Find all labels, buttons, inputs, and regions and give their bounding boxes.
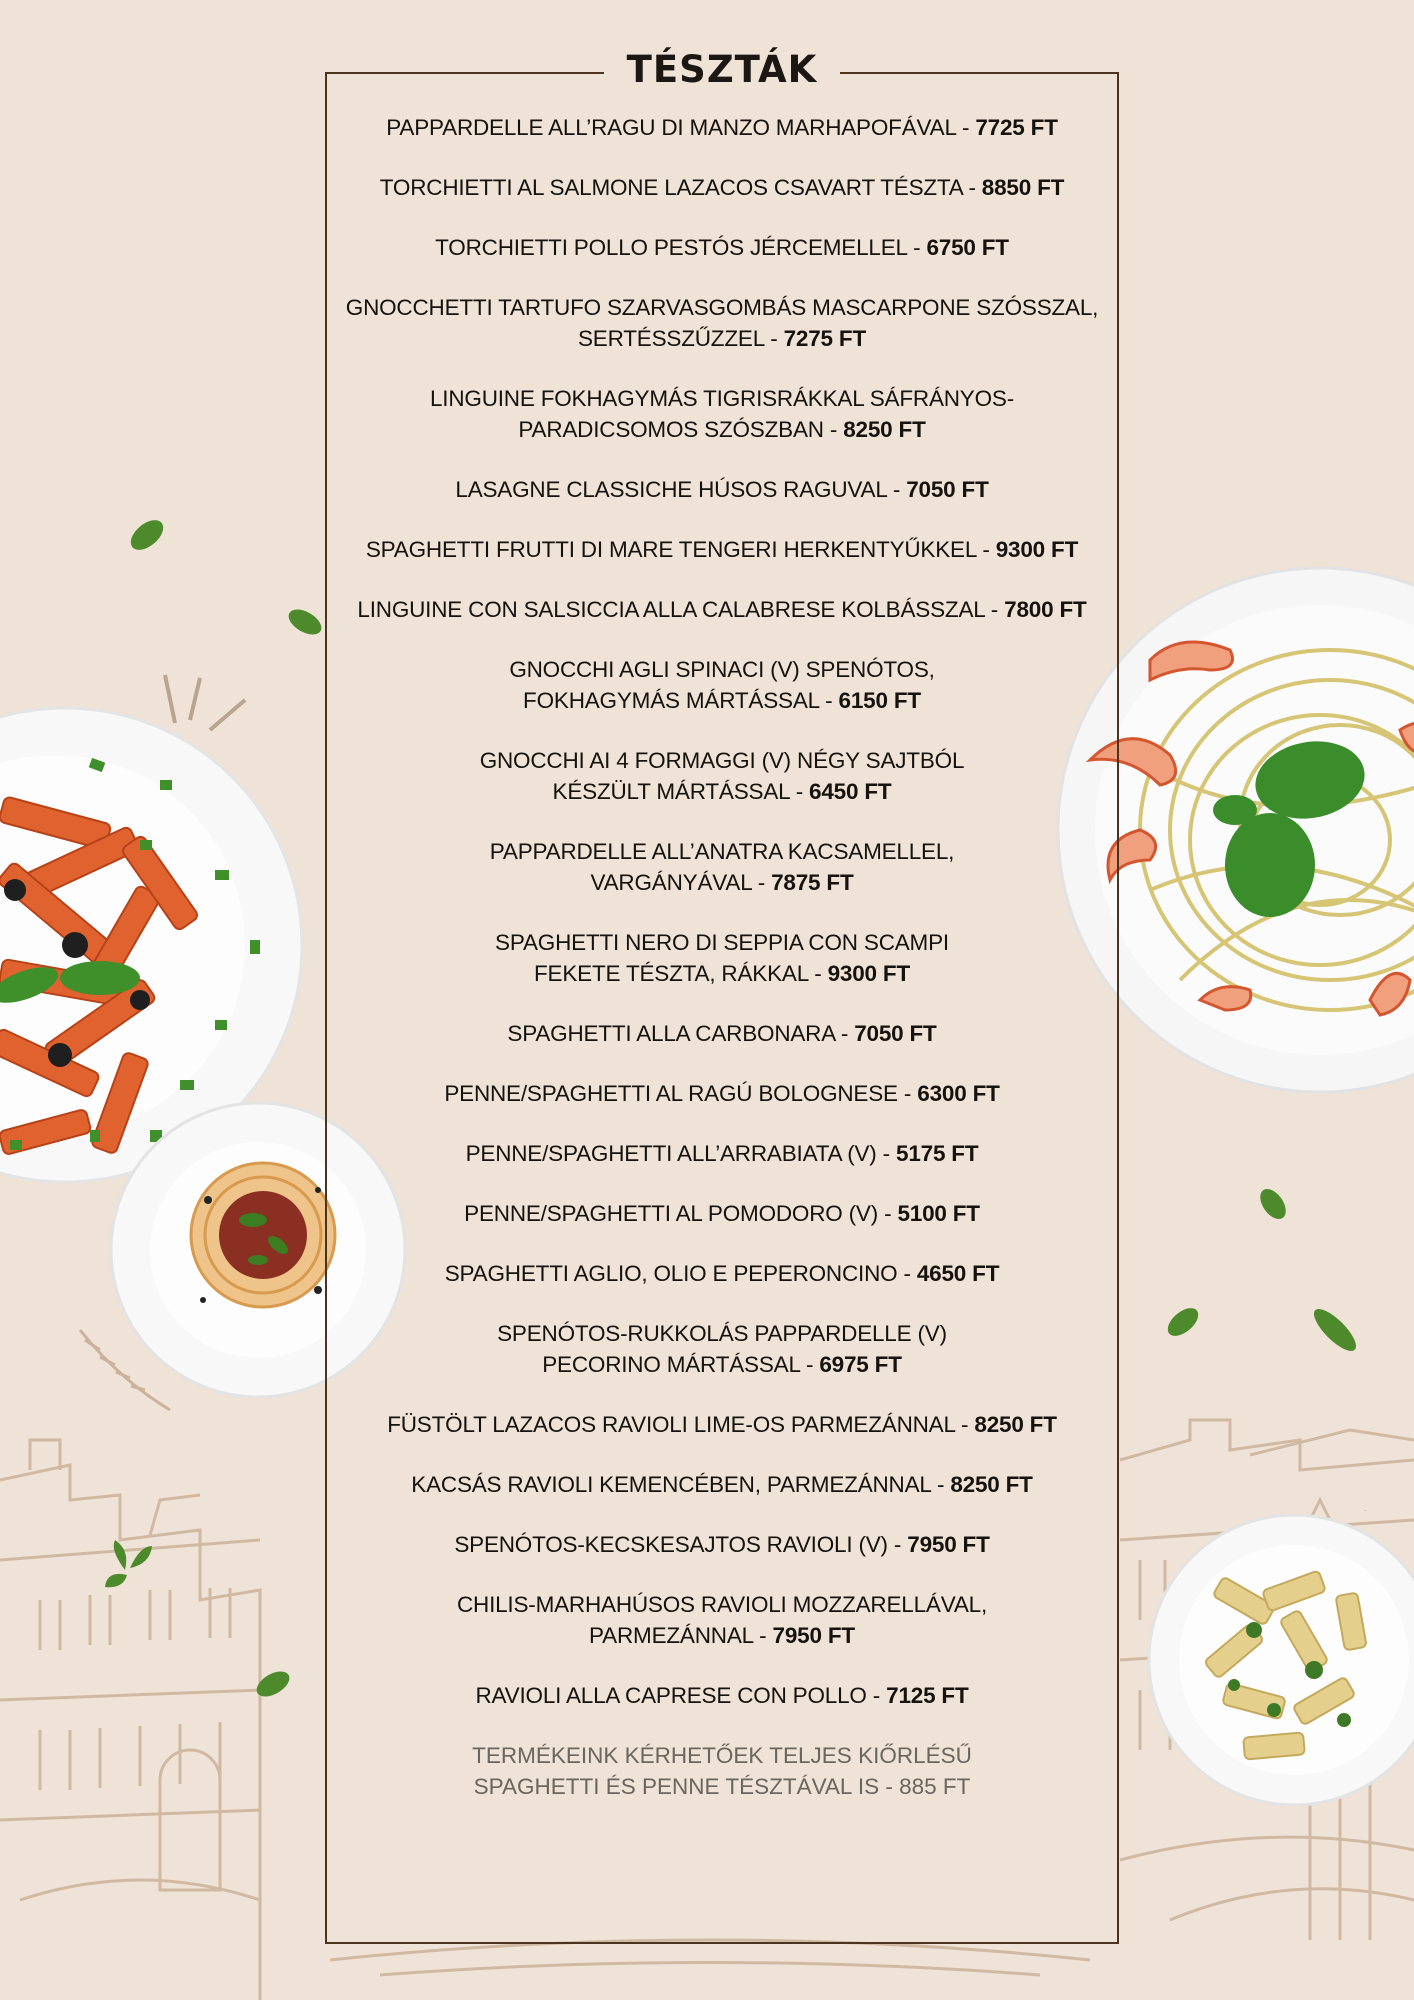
item-price: 6975 FT (819, 1352, 902, 1377)
menu-item: LINGUINE CON SALSICCIA ALLA CALABRESE KOLBÁSSZAL - 7800 FT (357, 597, 1087, 622)
menu-item: PAPPARDELLE ALL’RAGU DI MANZO MARHAPOFÁVAL - 7725 FT (386, 115, 1058, 140)
item-name: FÜSTÖLT LAZACOS RAVIOLI LIME-OS PARMEZÁNNAL (387, 1412, 955, 1437)
wholegrain-note: TERMÉKEINK KÉRHETŐEK TELJES KIŐRLÉSŰ SPAGHETTI ÉS PENNE TÉSZTÁVAL IS - 885 FT (472, 1743, 972, 1799)
item-name: SPAGHETTI NERO DI SEPPIA CON SCAMPI FEKETE TÉSZTA, RÁKKAL (495, 930, 949, 986)
menu-item: SPENÓTOS-KECSKESAJTOS RAVIOLI (V) - 7950 FT (454, 1532, 990, 1557)
item-price: 7725 FT (975, 115, 1058, 140)
item-price: 8850 FT (981, 175, 1065, 200)
menu-list (327, 112, 1117, 1802)
item-name: CHILIS-MARHAHÚSOS RAVIOLI MOZZARELLÁVAL, PARMEZÁNNAL (456, 1592, 988, 1648)
menu-item: PENNE/SPAGHETTI ALL’ARRABIATA (V) - 5175 FT (465, 1141, 979, 1166)
item-price: 8250 FT (950, 1472, 1033, 1497)
item-name: TORCHIETTI AL SALMONE LAZACOS CSAVART TÉSZTA (379, 175, 963, 200)
item-price: 7050 FT (854, 1021, 937, 1046)
item-name: PENNE/SPAGHETTI ALL’ARRABIATA (V) (465, 1141, 877, 1166)
item-price: 9300 FT (827, 961, 911, 986)
item-name: GNOCCHI AGLI SPINACI (V) SPENÓTOS, FOKHAGYMÁS MÁRTÁSSAL (509, 657, 935, 713)
item-name: PAPPARDELLE ALL’RAGU DI MANZO MARHAPOFÁVAL (386, 115, 956, 140)
menu-item: SPENÓTOS-RUKKOLÁS PAPPARDELLE (V) PECORINO MÁRTÁSSAL - 6975 FT (497, 1321, 947, 1377)
item-price: 7950 FT (772, 1623, 855, 1648)
item-name: SPAGHETTI AGLIO, OLIO E PEPERONCINO (444, 1261, 898, 1286)
menu-item: PENNE/SPAGHETTI AL RAGÚ BOLOGNESE - 6300 FT (444, 1081, 1000, 1106)
item-name: GNOCCHI AI 4 FORMAGGI (V) NÉGY SAJTBÓL KÉSZÜLT MÁRTÁSSAL (479, 748, 965, 804)
menu-item: GNOCCHI AGLI SPINACI (V) SPENÓTOS, FOKHAGYMÁS MÁRTÁSSAL - 6150 FT (509, 657, 935, 713)
item-price: 5175 FT (896, 1141, 979, 1166)
menu-item: PENNE/SPAGHETTI AL POMODORO (V) - 5100 FT (464, 1201, 980, 1226)
item-name: PENNE/SPAGHETTI AL POMODORO (V) (464, 1201, 879, 1226)
menu-item: KACSÁS RAVIOLI KEMENCÉBEN, PARMEZÁNNAL - 8250 FT (411, 1472, 1033, 1497)
item-name: GNOCCHETTI TARTUFO SZARVASGOMBÁS MASCARPONE SZÓSSZAL, SERTÉSSZŰZZEL (345, 295, 1099, 351)
item-name: LINGUINE FOKHAGYMÁS TIGRISRÁKKAL SÁFRÁNYOS- PARADICSOMOS SZÓSZBAN (429, 386, 1015, 442)
item-name: PAPPARDELLE ALL’ANATRA KACSAMELLEL, VARGÁNYÁVAL (489, 839, 955, 895)
item-price: 5100 FT (897, 1201, 980, 1226)
item-price: 7800 FT (1004, 597, 1087, 622)
item-price: 8250 FT (843, 417, 926, 442)
menu-item: LASAGNE CLASSICHE HÚSOS RAGUVAL - 7050 FT (455, 477, 989, 502)
menu-item: SPAGHETTI FRUTTI DI MARE TENGERI HERKENTYŰKKEL - 9300 FT (365, 537, 1079, 562)
menu-item: TORCHIETTI POLLO PESTÓS JÉRCEMELLEL - 6750 FT (435, 235, 1009, 260)
menu-item: SPAGHETTI AGLIO, OLIO E PEPERONCINO - 4650 FT (444, 1261, 1000, 1286)
menu-item: SPAGHETTI ALLA CARBONARA - 7050 FT (507, 1021, 937, 1046)
item-price: 6450 FT (809, 779, 892, 804)
menu-item: FÜSTÖLT LAZACOS RAVIOLI LIME-OS PARMEZÁNNAL - 8250 FT (387, 1412, 1057, 1437)
item-price: 9300 FT (995, 537, 1079, 562)
item-name: SPENÓTOS-RUKKOLÁS PAPPARDELLE (V) PECORINO MÁRTÁSSAL (497, 1321, 947, 1377)
item-price: 7050 FT (906, 477, 989, 502)
item-price: 7125 FT (886, 1683, 969, 1708)
menu-title: TÉSZTÁK (626, 48, 818, 91)
item-price: 4650 FT (916, 1261, 1000, 1286)
item-price: 6300 FT (917, 1081, 1000, 1106)
menu-item: CHILIS-MARHAHÚSOS RAVIOLI MOZZARELLÁVAL, PARMEZÁNNAL - 7950 FT (456, 1592, 988, 1648)
menu-item: GNOCCHI AI 4 FORMAGGI (V) NÉGY SAJTBÓL KÉSZÜLT MÁRTÁSSAL - 6450 FT (479, 748, 965, 804)
menu-item: RAVIOLI ALLA CAPRESE CON POLLO - 7125 FT (475, 1683, 969, 1708)
item-name: PENNE/SPAGHETTI AL RAGÚ BOLOGNESE (444, 1081, 898, 1106)
item-price: 7275 FT (783, 326, 866, 351)
item-price: 7950 FT (907, 1532, 990, 1557)
item-price: 8250 FT (974, 1412, 1057, 1437)
item-name: SPENÓTOS-KECSKESAJTOS RAVIOLI (V) (454, 1532, 888, 1557)
menu-item: SPAGHETTI NERO DI SEPPIA CON SCAMPI FEKETE TÉSZTA, RÁKKAL - 9300 FT (495, 930, 949, 986)
menu-item: GNOCCHETTI TARTUFO SZARVASGOMBÁS MASCARPONE SZÓSSZAL, SERTÉSSZŰZZEL - 7275 FT (345, 295, 1099, 351)
item-price: 6750 FT (926, 235, 1009, 260)
item-name: SPAGHETTI FRUTTI DI MARE TENGERI HERKENTYŰKKEL (365, 537, 977, 562)
item-price: 7875 FT (771, 870, 854, 895)
item-name: LASAGNE CLASSICHE HÚSOS RAGUVAL (455, 477, 887, 502)
menu-item: LINGUINE FOKHAGYMÁS TIGRISRÁKKAL SÁFRÁNYOS- PARADICSOMOS SZÓSZBAN - 8250 FT (429, 386, 1015, 442)
item-name: KACSÁS RAVIOLI KEMENCÉBEN, PARMEZÁNNAL (411, 1472, 931, 1497)
item-name: SPAGHETTI ALLA CARBONARA (507, 1021, 835, 1046)
item-name: TORCHIETTI POLLO PESTÓS JÉRCEMELLEL (435, 235, 908, 260)
menu-title-wrap (604, 44, 840, 96)
item-name: LINGUINE CON SALSICCIA ALLA CALABRESE KOLBÁSSZAL (357, 597, 985, 622)
menu-item: PAPPARDELLE ALL’ANATRA KACSAMELLEL, VARGÁNYÁVAL - 7875 FT (489, 839, 955, 895)
item-name: RAVIOLI ALLA CAPRESE CON POLLO (475, 1683, 867, 1708)
menu-item: TORCHIETTI AL SALMONE LAZACOS CSAVART TÉSZTA - 8850 FT (379, 175, 1065, 200)
item-price: 6150 FT (838, 688, 921, 713)
